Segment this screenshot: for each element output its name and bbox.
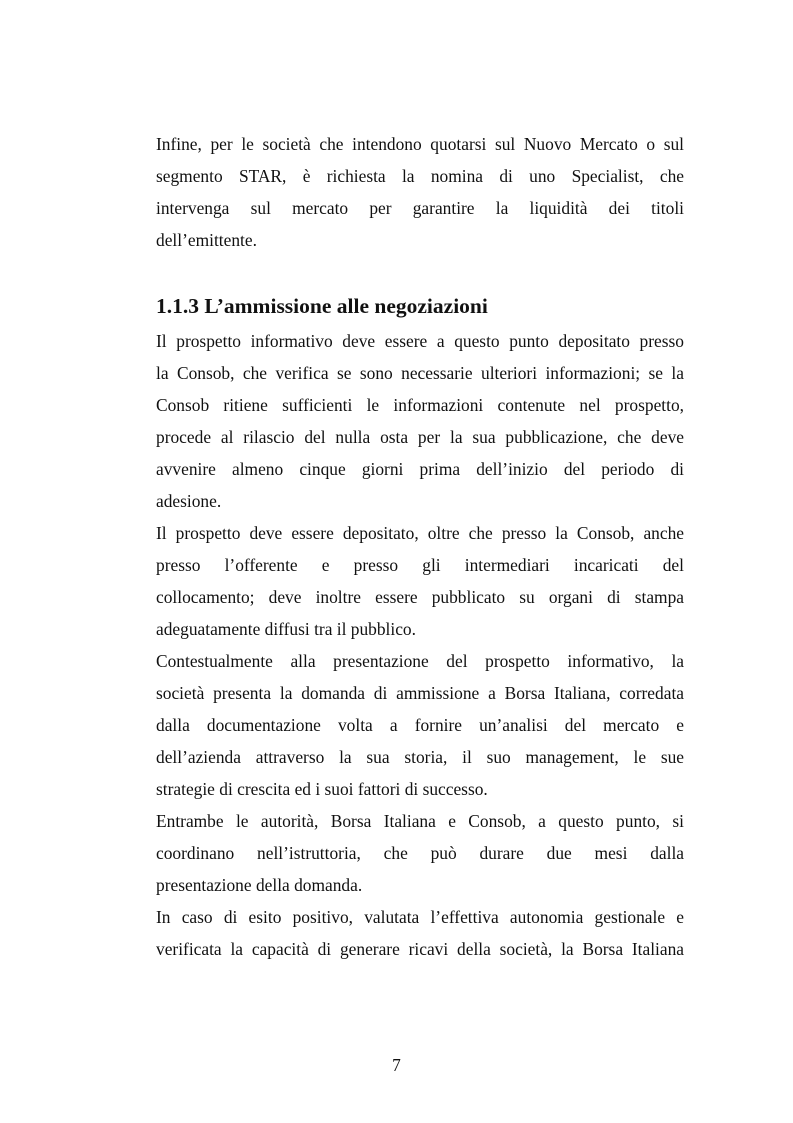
paragraph-line: strategie di crescita ed i suoi fattori di successo.	[156, 779, 488, 799]
paragraph-line: procede al rilascio del nulla osta per la sua pubblicazione, che deve	[156, 427, 684, 447]
paragraph-line: collocamento; deve inoltre essere pubblicato su organi di stampa	[156, 587, 684, 607]
intro-paragraph	[156, 128, 684, 256]
paragraph-line: Consob ritiene sufficienti le informazioni contenute nel prospetto,	[156, 395, 684, 415]
paragraph-line: coordinano nell’istruttoria, che può durare due mesi dalla	[156, 843, 684, 863]
section-body	[156, 325, 684, 965]
paragraph-line: Il prospetto deve essere depositato, oltre che presso la Consob, anche	[156, 523, 684, 543]
paragraph-line: intervenga sul mercato per garantire la liquidità dei titoli	[156, 198, 684, 218]
paragraph-line: Infine, per le società che intendono quotarsi sul Nuovo Mercato o sul	[156, 134, 684, 154]
paragraph-line: adeguatamente diffusi tra il pubblico.	[156, 619, 416, 639]
paragraph-line: presso l’offerente e presso gli intermediari incaricati del	[156, 555, 684, 575]
paragraph-line: Entrambe le autorità, Borsa Italiana e Consob, a questo punto, si	[156, 811, 684, 831]
paragraph-line: verificata la capacità di generare ricavi della società, la Borsa Italiana	[156, 939, 684, 959]
page-number: 7	[392, 1055, 401, 1075]
paragraph-line: società presenta la domanda di ammissione a Borsa Italiana, corredata	[156, 683, 684, 703]
paragraph-line: dell’emittente.	[156, 230, 257, 250]
section-heading: 1.1.3 L’ammissione alle negoziazioni	[156, 294, 488, 318]
paragraph-line: Il prospetto informativo deve essere a questo punto depositato presso	[156, 331, 684, 351]
paragraph-line: dalla documentazione volta a fornire un’analisi del mercato e	[156, 715, 684, 735]
paragraph-line: segmento STAR, è richiesta la nomina di uno Specialist, che	[156, 166, 684, 186]
paragraph-line: presentazione della domanda.	[156, 875, 363, 895]
paragraph-line: avvenire almeno cinque giorni prima dell’inizio del periodo di	[156, 459, 684, 479]
paragraph-line: adesione.	[156, 491, 222, 511]
paragraph-line: la Consob, che verifica se sono necessarie ulteriori informazioni; se la	[156, 363, 684, 383]
paragraph-line: In caso di esito positivo, valutata l’effettiva autonomia gestionale e	[156, 907, 684, 927]
paragraph-line: dell’azienda attraverso la sua storia, il suo management, le sue	[156, 747, 684, 767]
paragraph-line: Contestualmente alla presentazione del prospetto informativo, la	[156, 651, 684, 671]
